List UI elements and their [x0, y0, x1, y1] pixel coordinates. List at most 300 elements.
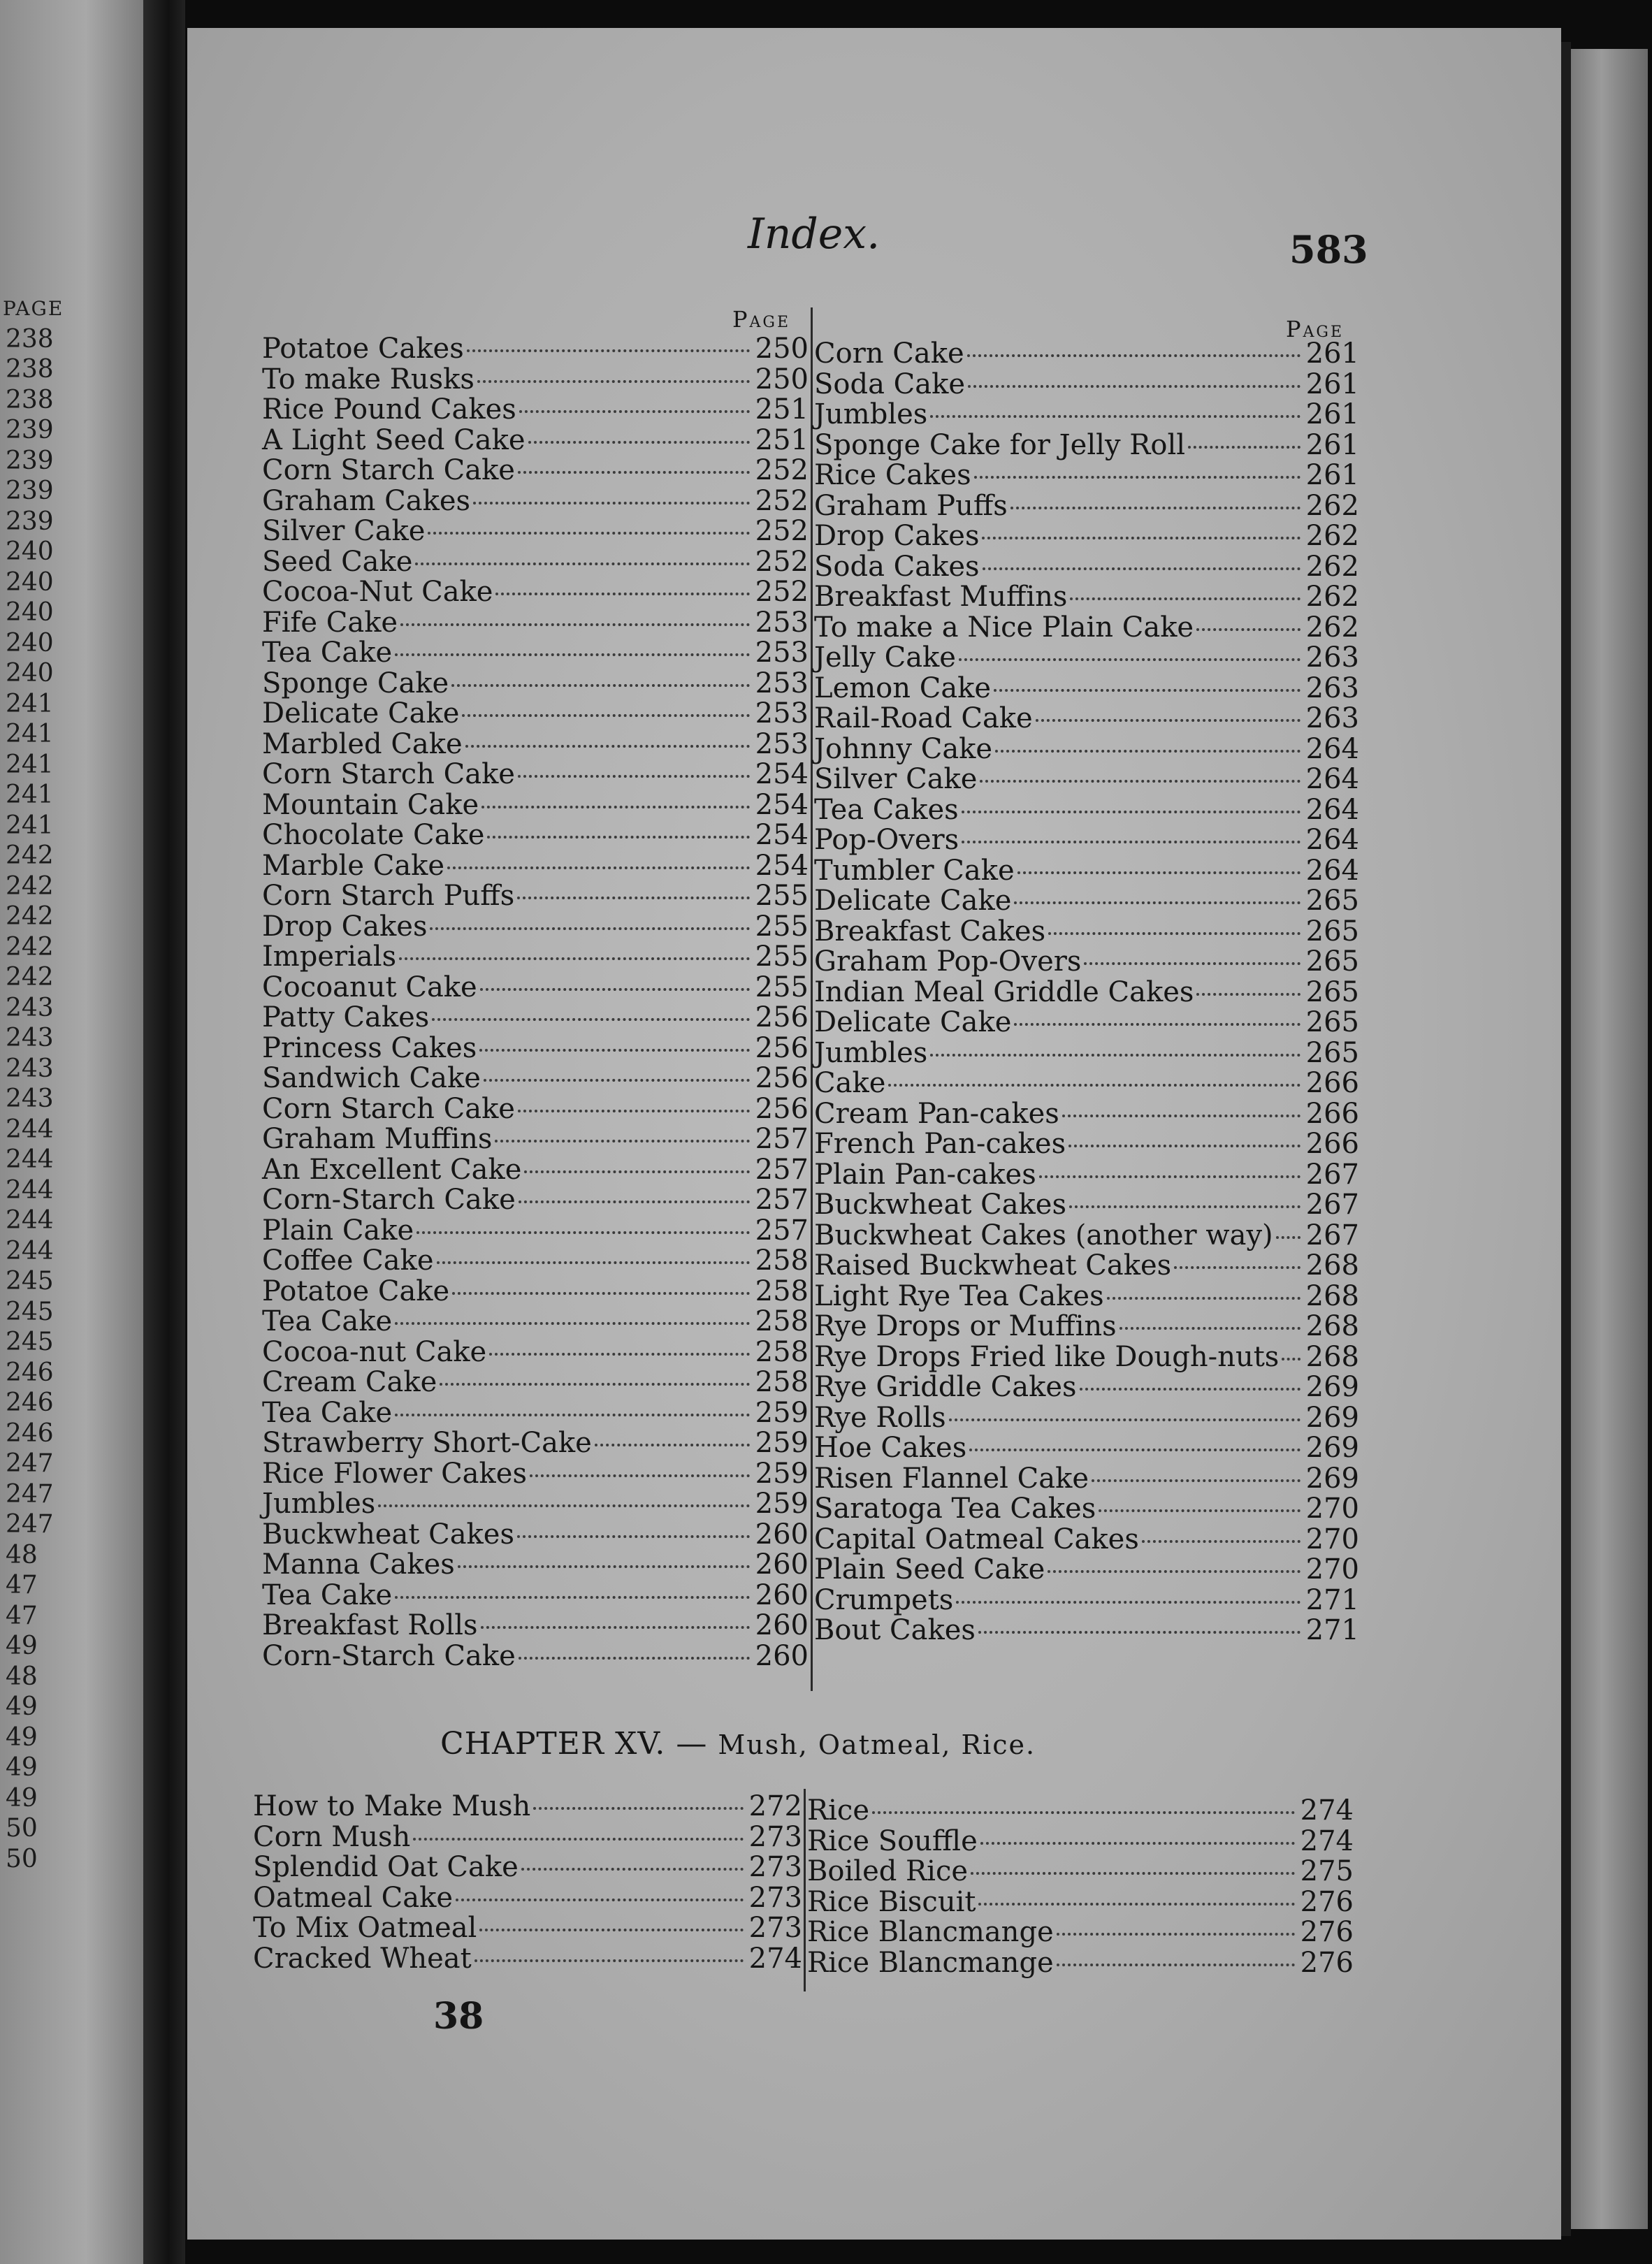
index-entry — [814, 460, 1359, 491]
index-entry — [814, 1160, 1359, 1191]
entry-title: Delicate Cake — [814, 885, 1012, 917]
entry-title: Rice Blancmange — [807, 1916, 1054, 1948]
entry-page: 274 — [1300, 1824, 1354, 1857]
index-entry — [262, 365, 809, 396]
entry-page: 258 — [755, 1366, 809, 1398]
entry-title: Rye Griddle Cakes — [814, 1371, 1077, 1403]
entry-title: Corn-Starch Cake — [262, 1639, 516, 1672]
entry-page: 268 — [1305, 1310, 1359, 1342]
dot-leader — [481, 1625, 750, 1629]
chapter-prefix: CHAPTER XV. — — [440, 1726, 708, 1762]
entry-page: 261 — [1305, 398, 1359, 430]
previous-page-number: 239 — [6, 477, 54, 505]
entry-title: Cream Pan-cakes — [814, 1097, 1059, 1130]
index-entry — [814, 1433, 1359, 1464]
previous-page-numbers — [0, 293, 140, 1874]
entry-title: Buckwheat Cakes (another way) — [814, 1219, 1273, 1251]
dot-leader — [481, 805, 750, 808]
dot-leader — [995, 749, 1300, 753]
dot-leader — [395, 1413, 750, 1416]
entry-page: 264 — [1305, 793, 1359, 826]
dot-leader — [1084, 962, 1300, 965]
entry-title: Splendid Oat Cake — [253, 1851, 519, 1883]
index-entry — [814, 1464, 1359, 1495]
previous-page-number: 239 — [6, 507, 54, 536]
entry-page: 268 — [1305, 1279, 1359, 1312]
index-entry — [814, 339, 1359, 370]
dot-leader — [487, 835, 750, 839]
dot-leader — [519, 409, 750, 413]
entry-title: Princess Cakes — [262, 1031, 477, 1064]
entry-title: Fife Cake — [262, 606, 398, 639]
dot-leader — [447, 866, 750, 869]
page-number: 583 — [1289, 227, 1368, 272]
dot-leader — [519, 1200, 750, 1203]
index-entry — [814, 1008, 1359, 1038]
entry-page: 263 — [1305, 641, 1359, 674]
entry-page: 257 — [755, 1184, 809, 1216]
dot-leader — [462, 713, 750, 717]
index-entry — [262, 1064, 809, 1094]
index-entry — [262, 1550, 809, 1581]
chapter-left-column — [253, 1792, 802, 1974]
entry-title: Delicate Cake — [814, 1006, 1012, 1038]
dot-leader — [451, 683, 750, 687]
index-entry — [253, 1852, 802, 1883]
entry-page: 261 — [1305, 368, 1359, 400]
index-entry — [262, 1185, 809, 1216]
dot-leader — [1080, 1387, 1300, 1391]
entry-title: Tea Cake — [262, 637, 393, 669]
dot-leader — [1196, 992, 1300, 996]
entry-title: A Light Seed Cake — [262, 423, 526, 456]
entry-title: How to Make Mush — [253, 1790, 531, 1822]
entry-title: Cocoa-nut Cake — [262, 1335, 487, 1368]
dot-leader — [956, 1600, 1300, 1604]
index-entry — [262, 516, 809, 547]
entry-title: Graham Pop-Overs — [814, 945, 1082, 978]
index-entry — [814, 643, 1359, 674]
previous-page-number: 243 — [6, 1084, 54, 1113]
index-entry — [262, 1155, 809, 1186]
index-entry — [814, 674, 1359, 704]
entry-page: 265 — [1305, 975, 1359, 1008]
dot-leader — [519, 1656, 750, 1660]
index-entry — [814, 764, 1359, 795]
index-entry — [262, 820, 809, 851]
dot-leader — [416, 1231, 750, 1234]
entry-page: 252 — [755, 454, 809, 486]
index-entry — [262, 1428, 809, 1459]
entry-page: 256 — [755, 1031, 809, 1064]
previous-page-number: 239 — [6, 416, 54, 444]
dot-leader — [395, 1321, 750, 1325]
entry-page: 260 — [755, 1518, 809, 1551]
entry-page: 254 — [755, 819, 809, 851]
dot-leader — [479, 1048, 750, 1052]
dot-leader — [467, 349, 750, 352]
index-entry — [814, 430, 1359, 461]
entry-title: Plain Seed Cake — [814, 1553, 1045, 1585]
index-entry — [262, 547, 809, 578]
entry-page: 254 — [755, 849, 809, 882]
previous-page-number: 244 — [6, 1206, 54, 1235]
previous-page-number: 49 — [6, 1753, 38, 1782]
index-entry — [262, 456, 809, 486]
entry-title: French Pan-cakes — [814, 1128, 1066, 1160]
previous-page-number: 241 — [6, 781, 54, 809]
entry-page: 255 — [755, 971, 809, 1003]
entry-title: Cake — [814, 1067, 886, 1099]
previous-page-number: 244 — [6, 1175, 54, 1205]
previous-page-number: 50 — [6, 1844, 38, 1873]
dot-leader — [969, 1448, 1300, 1451]
entry-title: Breakfast Rolls — [262, 1609, 478, 1641]
index-entry — [814, 613, 1359, 644]
entry-title: Cocoanut Cake — [262, 971, 477, 1003]
entry-title: Light Rye Tea Cakes — [814, 1279, 1104, 1312]
previous-page-number: 242 — [6, 841, 54, 870]
entry-title: Crumpets — [814, 1583, 954, 1616]
entry-page: 273 — [748, 1851, 802, 1883]
entry-title: Capital Oatmeal Cakes — [814, 1523, 1139, 1555]
entry-page: 257 — [755, 1214, 809, 1247]
index-entry — [262, 1611, 809, 1641]
index-entry — [814, 1525, 1359, 1555]
entry-page: 276 — [1300, 1885, 1354, 1918]
previous-page-number: 247 — [6, 1510, 54, 1539]
previous-page-number: 50 — [6, 1814, 38, 1843]
dot-leader — [518, 1109, 750, 1112]
entry-title: Buckwheat Cakes — [262, 1518, 514, 1551]
entry-title: Corn-Starch Cake — [262, 1184, 516, 1216]
previous-page-number: 241 — [6, 750, 54, 779]
entry-page: 274 — [1300, 1794, 1354, 1827]
dot-leader — [400, 623, 750, 626]
index-entry — [814, 917, 1359, 948]
dot-leader — [982, 536, 1300, 539]
entry-title: Sponge Cake for Jelly Roll — [814, 428, 1186, 461]
index-entry — [814, 1312, 1359, 1342]
dot-leader — [1276, 1235, 1300, 1239]
entry-page: 266 — [1305, 1067, 1359, 1099]
dot-leader — [495, 1139, 750, 1142]
entry-title: Jumbles — [262, 1488, 376, 1520]
index-entry — [807, 1857, 1354, 1887]
entry-page: 253 — [755, 727, 809, 760]
dot-leader — [1142, 1539, 1300, 1543]
entry-title: Soda Cake — [814, 368, 966, 400]
dot-leader — [415, 562, 750, 565]
dot-leader — [1188, 445, 1300, 449]
previous-page-number: 48 — [6, 1662, 38, 1691]
entry-title: Raised Buckwheat Cakes — [814, 1249, 1172, 1282]
entry-page: 267 — [1305, 1189, 1359, 1221]
entry-title: Jumbles — [814, 1036, 928, 1069]
entry-page: 262 — [1305, 489, 1359, 522]
previous-page-number: 49 — [6, 1722, 38, 1752]
index-entry — [262, 1459, 809, 1490]
entry-title: Delicate Cake — [262, 697, 460, 730]
entry-page: 255 — [755, 880, 809, 912]
entry-page: 262 — [1305, 550, 1359, 583]
index-entry — [262, 1367, 809, 1398]
dot-leader — [1196, 627, 1300, 631]
dot-leader — [1039, 1175, 1300, 1178]
entry-page: 276 — [1300, 1916, 1354, 1948]
entry-title: Rye Drops Fried like Dough-nuts — [814, 1340, 1280, 1373]
book-gutter — [143, 0, 185, 2264]
entry-page: 271 — [1305, 1614, 1359, 1646]
index-entry — [253, 1792, 802, 1822]
entry-title: Tea Cake — [262, 1396, 393, 1429]
index-entry — [262, 790, 809, 821]
entry-title: Graham Cakes — [262, 484, 471, 517]
dot-leader — [971, 1871, 1295, 1875]
entry-page: 266 — [1305, 1128, 1359, 1160]
previous-page-number: 244 — [6, 1236, 54, 1265]
dot-leader — [517, 1534, 750, 1538]
entry-title: Drop Cakes — [814, 520, 980, 552]
entry-title: Cocoa-Nut Cake — [262, 576, 493, 608]
dot-leader — [430, 927, 750, 930]
index-entry — [262, 912, 809, 943]
dot-leader — [484, 1078, 750, 1082]
dot-leader — [413, 1837, 744, 1841]
entry-title: Cracked Wheat — [253, 1942, 472, 1975]
entry-title: Potatoe Cakes — [262, 333, 464, 365]
dot-leader — [930, 1053, 1300, 1057]
dot-leader — [1048, 931, 1300, 935]
dot-leader — [1062, 1114, 1300, 1117]
previous-page-number: 238 — [6, 324, 54, 354]
right-column-header: Page — [1286, 316, 1345, 342]
index-entry — [262, 1094, 809, 1125]
book-edge — [1571, 49, 1648, 2229]
signature-mark: 38 — [433, 1995, 484, 2038]
index-entry — [253, 1913, 802, 1944]
previous-page-number: 241 — [6, 811, 54, 840]
entry-page: 268 — [1305, 1249, 1359, 1282]
running-head: Index. — [748, 210, 881, 259]
entry-title: Drop Cakes — [262, 910, 428, 943]
entry-page: 250 — [755, 363, 809, 396]
index-entry — [262, 486, 809, 517]
entry-title: Pop-Overs — [814, 824, 959, 856]
index-entry — [262, 1003, 809, 1033]
previous-page-number: 242 — [6, 932, 54, 962]
entry-page: 255 — [755, 910, 809, 943]
index-entry — [262, 1398, 809, 1429]
previous-page-number: 240 — [6, 659, 54, 688]
index-entry — [262, 1124, 809, 1155]
entry-page: 259 — [755, 1457, 809, 1490]
entry-page: 276 — [1300, 1946, 1354, 1979]
entry-title: Bout Cakes — [814, 1614, 976, 1646]
dot-leader — [518, 774, 750, 778]
dot-leader — [1174, 1265, 1300, 1269]
entry-page: 273 — [748, 1820, 802, 1853]
entry-title: Lemon Cake — [814, 672, 992, 704]
entry-page: 258 — [755, 1305, 809, 1337]
index-entry — [262, 423, 809, 456]
entry-page: 265 — [1305, 1036, 1359, 1069]
entry-title: Plain Cake — [262, 1214, 414, 1247]
previous-page-number: 238 — [6, 355, 54, 384]
previous-page-number: 47 — [6, 1601, 38, 1630]
entry-title: Rice Pound Cakes — [262, 393, 516, 426]
chapter-heading — [440, 1726, 1036, 1762]
dot-leader — [978, 1630, 1300, 1634]
index-entry — [262, 1277, 809, 1307]
index-entry — [814, 400, 1359, 430]
entry-title: Seed Cake — [262, 545, 413, 578]
index-entry — [262, 699, 809, 730]
entry-title: To Mix Oatmeal — [253, 1912, 477, 1944]
dot-leader — [458, 1565, 750, 1568]
entry-page: 252 — [755, 576, 809, 608]
dot-leader — [968, 384, 1300, 388]
entry-page: 269 — [1305, 1432, 1359, 1464]
dot-leader — [1036, 718, 1300, 722]
dot-leader — [395, 1595, 750, 1599]
entry-title: Rye Drops or Muffins — [814, 1310, 1117, 1342]
index-entry — [814, 1190, 1359, 1221]
dot-leader — [395, 653, 750, 656]
index-entry — [262, 1489, 809, 1520]
entry-page: 264 — [1305, 824, 1359, 856]
previous-page-number: 243 — [6, 993, 54, 1022]
dot-leader — [432, 1017, 750, 1021]
entry-title: Sponge Cake — [262, 667, 449, 699]
dot-leader — [962, 840, 1300, 843]
index-entry — [262, 1246, 809, 1277]
dot-leader — [378, 1504, 750, 1507]
entry-title: Boiled Rice — [807, 1855, 969, 1887]
entry-page: 273 — [748, 1881, 802, 1914]
index-entry — [262, 973, 809, 1003]
previous-page-number: 239 — [6, 446, 54, 475]
entry-title: Chocolate Cake — [262, 819, 485, 851]
dot-leader — [428, 531, 750, 535]
entry-page: 259 — [755, 1396, 809, 1429]
dot-leader — [530, 1474, 750, 1477]
dot-leader — [1010, 506, 1300, 509]
dot-leader — [1048, 1569, 1300, 1573]
dot-leader — [974, 475, 1300, 479]
entry-page: 265 — [1305, 885, 1359, 917]
entry-page: 268 — [1305, 1340, 1359, 1373]
index-entry — [814, 947, 1359, 978]
entry-title: Breakfast Cakes — [814, 915, 1046, 948]
index-entry — [814, 1068, 1359, 1099]
index-entry — [262, 1520, 809, 1551]
dot-leader — [524, 1170, 750, 1173]
dot-leader — [1099, 1509, 1300, 1512]
entry-page: 260 — [755, 1639, 809, 1672]
chapter-title: Mush, Oatmeal, Rice. — [718, 1729, 1036, 1760]
entry-page: 267 — [1305, 1158, 1359, 1191]
index-entry — [262, 1033, 809, 1064]
dot-leader — [959, 658, 1300, 661]
dot-leader — [517, 896, 750, 899]
entry-page: 260 — [755, 1579, 809, 1611]
entry-page: 256 — [755, 1062, 809, 1094]
entry-title: Rice Blancmange — [807, 1946, 1054, 1979]
entry-page: 270 — [1305, 1523, 1359, 1555]
entry-title: Strawberry Short-Cake — [262, 1427, 592, 1459]
dot-leader — [477, 379, 750, 383]
left-column-header: Page — [732, 306, 791, 333]
previous-page-number: 243 — [6, 1054, 54, 1083]
previous-page-number: 49 — [6, 1632, 38, 1660]
entry-title: An Excellent Cake — [262, 1153, 522, 1186]
entry-page: 261 — [1305, 459, 1359, 491]
entry-page: 265 — [1305, 945, 1359, 978]
entry-page: 265 — [1305, 1006, 1359, 1038]
dot-leader — [1107, 1296, 1300, 1300]
chapter-column-divider — [804, 1789, 806, 1991]
dot-leader — [595, 1443, 750, 1446]
index-entry — [262, 638, 809, 669]
entry-page: 272 — [748, 1790, 802, 1822]
previous-page-number: 244 — [6, 1115, 54, 1144]
entry-title: Corn Starch Puffs — [262, 880, 515, 912]
dot-leader — [533, 1806, 744, 1810]
index-entry — [814, 1221, 1359, 1251]
index-entry — [814, 734, 1359, 765]
previous-page-number: 240 — [6, 628, 54, 658]
index-entry — [262, 1337, 809, 1368]
entry-title: Rye Rolls — [814, 1401, 946, 1434]
entry-title: Jumbles — [814, 398, 928, 430]
previous-page-number: 49 — [6, 1783, 38, 1813]
right-index-column — [814, 339, 1359, 1646]
dot-leader — [1014, 1022, 1300, 1026]
previous-page-number: 47 — [6, 1571, 38, 1599]
entry-page: 254 — [755, 758, 809, 790]
entry-title: Corn Starch Cake — [262, 454, 515, 486]
previous-page-header: PAGE — [3, 297, 64, 320]
previous-page-edge — [0, 0, 143, 2264]
index-entry — [262, 334, 809, 365]
previous-page-number: 247 — [6, 1479, 54, 1509]
entry-page: 259 — [755, 1488, 809, 1520]
entry-page: 261 — [1305, 338, 1359, 370]
previous-page-number: 242 — [6, 902, 54, 931]
entry-title: Corn Cake — [814, 338, 964, 370]
dot-leader — [495, 592, 750, 595]
entry-page: 257 — [755, 1123, 809, 1155]
entry-page: 253 — [755, 606, 809, 639]
previous-page-number: 240 — [6, 598, 54, 627]
previous-page-number: 244 — [6, 1145, 54, 1174]
entry-title: Corn Starch Cake — [262, 1092, 515, 1125]
entry-title: To make a Nice Plain Cake — [814, 611, 1194, 644]
previous-page-number: 245 — [6, 1267, 54, 1296]
index-entry — [262, 1581, 809, 1611]
entry-title: Oatmeal Cake — [253, 1881, 454, 1914]
previous-page-number: 246 — [6, 1388, 54, 1417]
entry-title: Rice — [807, 1794, 869, 1827]
entry-page: 256 — [755, 1001, 809, 1033]
index-entry — [262, 608, 809, 639]
dot-leader — [1120, 1326, 1300, 1330]
dot-leader — [399, 957, 750, 960]
entry-page: 260 — [755, 1548, 809, 1581]
entry-page: 250 — [755, 333, 809, 365]
dot-leader — [1092, 1479, 1300, 1482]
